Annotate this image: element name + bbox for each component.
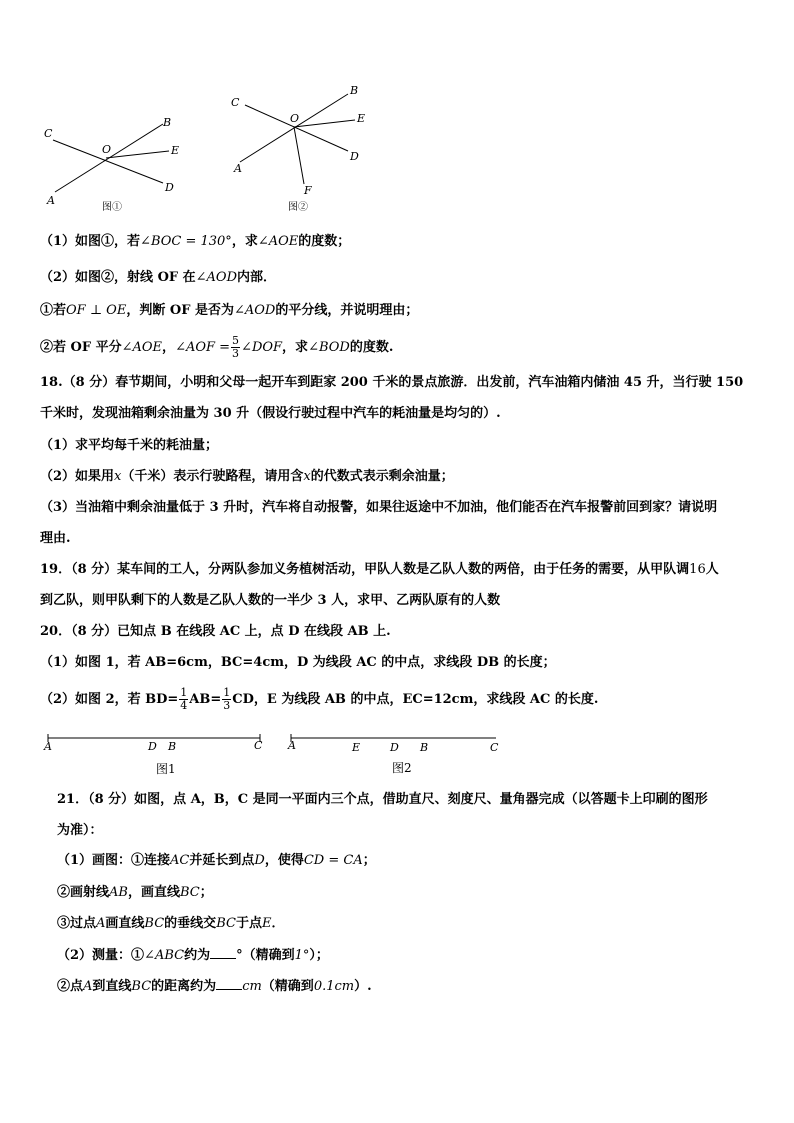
text: ②若 OF 平分 [40,340,122,355]
text: ，判断 OF 是否为 [126,303,234,318]
text: ，求 [231,234,258,249]
math: AC [170,853,190,868]
fraction [222,687,231,712]
math: ∠DOF [241,340,283,355]
text: ． [271,916,285,931]
q17-part1 [40,233,350,251]
numerator: 1 [223,686,231,699]
math: ∠BOC = 130° [140,234,232,249]
q18-line4 [40,468,454,486]
text: °（精确到 [236,948,295,963]
label-d: D [165,181,174,194]
math: x [114,469,122,484]
math: A [96,916,106,931]
text: ②画射线 [57,885,110,900]
label-a: A [234,162,242,175]
q21-line7 [57,977,372,996]
fraction [231,335,240,360]
text: ， [162,340,176,355]
math: ∠AOD [195,270,238,285]
math: BC [216,916,236,931]
q21-line2: 为准）： [57,823,103,838]
label-c: C [254,739,263,752]
number: 16 [689,562,706,577]
q18-line1: 18.（8 分）春节期间，小明和父母一起开车到距家 200 千米的景点旅游．出发前，汽车油箱内储油 45 升，当行驶 150 [40,375,744,390]
answer-blank[interactable] [216,977,242,990]
label-a: A [44,740,52,753]
label-a: A [288,739,296,752]
text: 的平分线，并说明理由； [275,303,419,318]
denominator: 4 [180,699,188,712]
text: 19．（8 分）某车间的工人，分两队参加义务植树活动，甲队人数是乙队人数的两倍，由于任务的需要，从甲队调 [40,562,690,577]
math: A [83,979,93,994]
math: ∠AOF = [175,340,231,355]
figure-1-svg [30,110,200,215]
segment-figure-1 [40,728,275,780]
math: ∠BOD [308,340,350,355]
text: （2）如果用 [40,469,115,484]
text: 到直线 [92,979,132,994]
denominator: 3 [232,347,240,360]
figure-2-svg [225,80,385,215]
segment-figure-2 [283,728,508,780]
text: ，求 [282,340,309,355]
text: ①若 [40,303,67,318]
text: ，画直线 [127,885,180,900]
text: ； [199,885,213,900]
text: ； [362,853,376,868]
math: ∠ABC [144,948,185,963]
q18-line5: （3）当油箱中剩余油量低于 3 升时，汽车将自动报警，如果往返途中不加油，他们能否在汽车报警前回到家？请说明 [40,500,718,515]
text: （2）如图②，射线 OF 在 [40,270,196,285]
q20-line1: 20．（8 分）已知点 B 在线段 AC 上，点 D 在线段 AB 上. [40,624,391,639]
text: 约为 [184,948,211,963]
text: 人 [705,562,719,577]
text: ）； [309,948,329,963]
figure-1-caption: 图① [102,202,122,213]
math: x [303,469,311,484]
q17-part2-2 [40,334,393,362]
segment-figure-2-svg [283,728,508,780]
label-d: D [390,741,399,754]
text: 的度数. [349,340,394,355]
q17-part2 [40,269,276,287]
label-c: C [231,96,240,109]
q17-part2-1 [40,302,418,320]
q20-line3 [40,684,598,716]
math: ∠AOE [257,234,299,249]
text: 画直线 [105,916,145,931]
text: AB= [189,692,222,707]
label-f: F [304,184,312,197]
text: ，使得 [264,853,304,868]
text: （1）画图：①连接 [57,853,171,868]
label-d: D [350,150,359,163]
text: ）. [354,979,372,994]
q19-line1 [40,561,719,579]
text: 的垂线交 [164,916,217,931]
math: ∠AOD [233,303,276,318]
q21-line4 [57,884,213,902]
math: D [254,853,265,868]
q21-line5 [57,915,284,933]
q18-line6: 理由. [40,531,71,546]
text: ②点 [57,979,84,994]
label-e: E [171,144,180,157]
text: 的度数； [298,234,351,249]
figure-2 [225,80,385,215]
label-e: E [352,741,361,754]
denominator: 3 [223,699,231,712]
math: 1° [294,948,310,963]
text: 于点 [235,916,262,931]
ray-of [294,127,304,184]
text: （1）如图①，若 [40,234,141,249]
fraction [179,687,188,712]
label-b: B [168,740,177,753]
label-d: D [148,740,157,753]
math: BC [144,916,165,931]
text: （2）如图 2，若 BD= [40,692,179,707]
math: cm [242,979,262,994]
label-b: B [350,84,359,97]
math: 0.1cm [313,979,355,994]
label-c: C [490,741,499,754]
figure-1 [30,110,200,215]
numerator: 1 [180,686,188,699]
q21-line3 [57,852,376,870]
text: CD，E 为线段 AB 的中点，EC=12cm，求线段 AC 的长度. [232,692,599,707]
text: （精确到 [261,979,314,994]
text: 的距离约为 [151,979,217,994]
segment-figure-2-caption: 图2 [392,761,412,775]
math: BC [131,979,152,994]
q18-line3: （1）求平均每千米的耗油量； [40,438,219,453]
text: （2）测量：① [57,948,145,963]
text: 并延长到点 [189,853,255,868]
label-c: C [44,127,53,140]
figure-2-caption: 图② [288,202,308,213]
label-o: O [102,143,112,156]
ray-oe [294,120,355,127]
label-a: A [47,194,55,207]
q18-line2: 千米时，发现油箱剩余油量为 30 升（假设行驶过程中汽车的耗油量是均匀的）. [40,406,501,421]
q19-line2: 到乙队，则甲队剩下的人数是乙队人数的一半少 3 人，求甲、乙两队原有的人数 [40,593,501,608]
text: 的代数式表示剩余油量； [310,469,454,484]
label-b: B [420,741,429,754]
q20-line2: （1）如图 1，若 AB=6cm，BC=4cm，D 为线段 AC 的中点，求线段 DB 的长度； [40,655,556,670]
q21-line6 [57,946,329,965]
answer-blank[interactable] [210,946,236,959]
math: AB [109,885,128,900]
text: （千米）表示行驶路程，请用含 [121,469,304,484]
text: ③过点 [57,916,97,931]
label-b: B [163,116,172,129]
math: ∠AOE [121,340,163,355]
label-e: E [357,112,366,125]
math: CD = CA [303,853,363,868]
math: BC [179,885,200,900]
segment-figure-1-svg [40,728,275,780]
segment-figure-1-caption: 图1 [156,762,176,776]
q21-line1: 21．（8 分）如图，点 A，B，C 是同一平面内三个点，借助直尺、刻度尺、量角器完成（以答题卡上印刷的图形 [57,792,708,807]
numerator: 5 [232,334,240,347]
math: E [261,916,272,931]
text: 内部． [237,270,277,285]
math: OF ⊥ OE [66,303,127,318]
label-o: O [290,112,300,125]
